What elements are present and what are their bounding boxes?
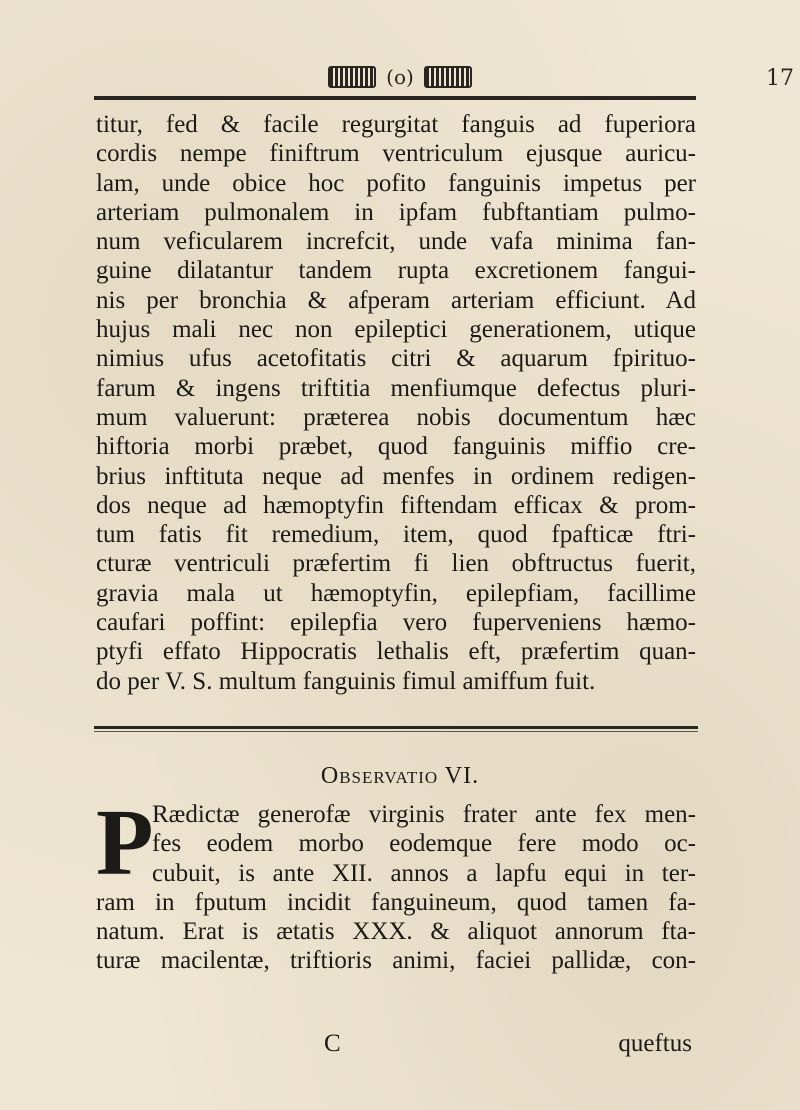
text-line: nis per bronchia & afperam arteriam efficiunt. Ad [96,286,696,314]
text-line: cordis nempe finiftrum ventriculum ejusque auricu- [96,140,696,168]
section-rule [94,726,698,729]
text-line: titur, fed & facile regurgitat fanguis ad fuperiora [96,111,696,138]
text-line: guine dilatantur tandem rupta excretionem fangui- [96,257,696,285]
text-line: tum fatis fit remedium, item, quod fpafticæ ftri- [96,521,696,549]
signature-mark: C [324,1030,341,1057]
text-line: ptyfi effato Hippocratis lethalis eft, præfertim quan- [96,638,696,666]
text-line: Rædictæ generofæ virginis frater ante fex men- [152,801,696,828]
section-rule-thin [94,731,698,732]
text-line: hujus mali nec non epileptici generationem, utique [96,316,696,344]
text-line: arteriam pulmonalem in ipfam fubftantiam pulmo- [96,198,696,226]
catchword: queftus [618,1030,692,1057]
text-line: turæ macilentæ, triftioris animi, faciei pallidæ, con- [96,947,696,975]
text-line: nimius ufus acetofitatis citri & aquarum fpirituo- [96,345,696,373]
text-line: lam, unde obice hoc pofito fanguinis impetus per [96,169,696,197]
text-line: hiftoria morbi præbet, quod fanguinis miffio cre- [96,433,696,461]
header-ornament-right [424,66,472,88]
text-line: brius inftituta neque ad menfes in ordinem redigen- [96,462,696,490]
text-line: mum valuerunt: præterea nobis documentum hæc [96,403,696,431]
text-line: cubuit, is ante XII. annos a lapfu equi in ter- [152,859,696,887]
observation-text [96,800,696,976]
header-rule [94,96,696,100]
text-line: ram in fputum incidit fanguineum, quod tamen fa- [96,888,696,916]
text-line: cturæ ventriculi præfertim fi lien obftructus fuerit, [96,550,696,578]
page-number: 17 [766,66,794,91]
text-line: gravia mala ut hæmoptyfin, epilepfiam, facillime [96,579,696,607]
drop-cap: P [96,791,154,895]
text-line: caufari poffint: epilepfia vero fuperveniens hæmo- [96,609,696,637]
observation-title: Observatio [320,763,439,789]
text-line: num veficularem increfcit, unde vafa minima fan- [96,228,696,256]
observation-number: VI. [444,763,480,789]
text-line: dos neque ad hæmoptyfin fiftendam efficax & prom- [96,491,696,519]
text-line: fes eodem morbo eodemque fere modo oc- [152,830,696,858]
running-header [300,62,500,92]
text-line: farum & ingens triftitia menfiumque defectus pluri- [96,374,696,402]
text-line: natum. Erat is ætatis XXX. & aliquot annorum fta- [96,918,696,946]
text-line: do per V. S. multum fanguinis fimul amiffum fuit. [96,667,596,695]
header-ornament-left [328,66,376,88]
header-marker: (o) [386,65,414,89]
observation-heading [0,763,800,790]
body-text [96,110,696,696]
